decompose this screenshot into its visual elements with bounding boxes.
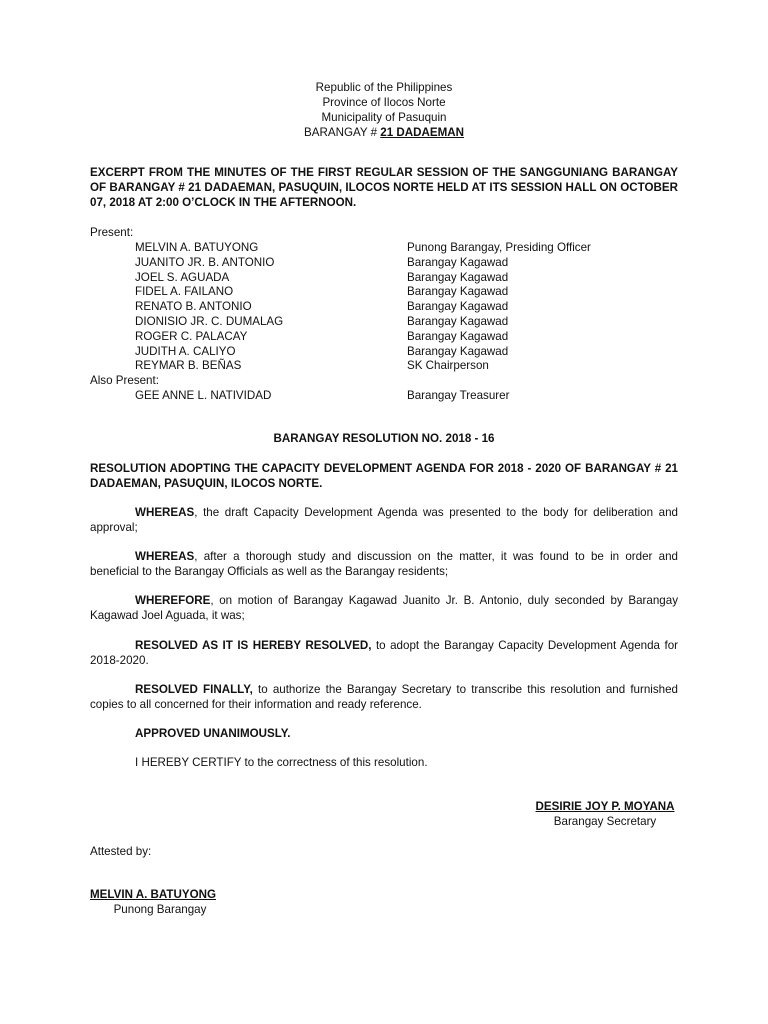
- attested-label: Attested by:: [90, 845, 152, 858]
- header-republic: Republic of the Philippines: [315, 81, 453, 94]
- attendee-position: Barangay Kagawad: [407, 255, 509, 269]
- header-barangay-name: 21 DADAEMAN: [380, 126, 464, 139]
- secretary-title: Barangay Secretary: [553, 814, 657, 828]
- paragraph-text: to adopt the Barangay Capacity Development Agenda for 2018-2020.: [90, 639, 679, 667]
- attendee-name: REYMAR B. BEÑAS: [135, 359, 242, 373]
- attester-name: MELVIN A. BATUYONG: [90, 888, 217, 901]
- attendee-position: Barangay Kagawad: [407, 270, 509, 284]
- paragraph-text: , after a thorough study and discussion on the matter, it was found to be in order and beneficial to the Barangay Officials as well as the Barangay residents;: [90, 550, 678, 578]
- wherefore-paragraph: [90, 594, 678, 624]
- attendee-name: ROGER C. PALACAY: [135, 329, 248, 343]
- attendee-name: FIDEL A. FAILANO: [135, 285, 234, 299]
- attester-title: Punong Barangay: [113, 902, 207, 916]
- attendee-position: Barangay Kagawad: [407, 344, 509, 358]
- attendee-position: Barangay Kagawad: [407, 315, 509, 328]
- certification-statement: I HEREBY CERTIFY to the correctness of this resolution.: [135, 756, 428, 769]
- attendee-position: Barangay Treasurer: [407, 389, 510, 402]
- attendee-position: Barangay Kagawad: [407, 285, 509, 299]
- resolved-paragraph: [90, 639, 678, 669]
- present-label: Present:: [90, 226, 134, 239]
- header-barangay: [0, 126, 768, 141]
- attendee-name: GEE ANNE L. NATIVIDAD: [135, 389, 272, 402]
- paragraph-lead: WHEREAS: [135, 506, 195, 519]
- paragraph-text: , on motion of Barangay Kagawad Juanito Jr. B. Antonio, duly seconded by Barangay Kagawad Joel Aguada, it was;: [90, 594, 678, 622]
- attendee-name: JOEL S. AGUADA: [135, 270, 230, 284]
- paragraph-lead: RESOLVED AS IT IS HEREBY RESOLVED,: [135, 639, 372, 652]
- attendee-position: Barangay Kagawad: [407, 300, 509, 314]
- attendee-position: Barangay Kagawad: [407, 329, 509, 343]
- whereas-paragraph-2: [90, 550, 678, 580]
- header-province: Province of Ilocos Norte: [322, 96, 446, 109]
- resolution-number: BARANGAY RESOLUTION NO. 2018 - 16: [273, 432, 495, 445]
- whereas-paragraph-1: [90, 506, 678, 536]
- attester-signature-block: [90, 888, 230, 918]
- header-barangay-prefix: BARANGAY #: [304, 126, 381, 139]
- excerpt-heading: EXCERPT FROM THE MINUTES OF THE FIRST REGULAR SESSION OF THE SANGGUNIANG BARANGAY OF BARANGAY # 21 DADAEMAN, PASUQUIN, ILOCOS NORTE HELD AT ITS SESSION HALL ON OCTOBER 07, 2018 AT 2:00 O’CLOCK IN THE AFTERNOON.: [90, 166, 678, 209]
- attendee-name: JUDITH A. CALIYO: [135, 344, 236, 358]
- paragraph-text: to authorize the Barangay Secretary to transcribe this resolution and furnished copies to all concerned for their information and ready reference.: [90, 683, 679, 711]
- attendee-position: SK Chairperson: [407, 359, 489, 373]
- paragraph-text: , the draft Capacity Development Agenda was presented to the body for deliberation and approval;: [90, 506, 678, 534]
- attendee-name: RENATO B. ANTONIO: [135, 300, 252, 314]
- paragraph-lead: WHEREFORE: [135, 594, 211, 607]
- resolution-title: RESOLUTION ADOPTING THE CAPACITY DEVELOPMENT AGENDA FOR 2018 - 2020 OF BARANGAY # 21 DADAEMAN, PASUQUIN, ILOCOS NORTE.: [90, 462, 678, 490]
- attendee-name: DIONISIO JR. C. DUMALAG: [135, 315, 284, 328]
- secretary-name: DESIRIE JOY P. MOYANA: [535, 800, 675, 813]
- paragraph-lead: WHEREAS: [135, 550, 195, 563]
- letterhead: [0, 81, 768, 141]
- paragraph-lead: RESOLVED FINALLY,: [135, 683, 253, 696]
- secretary-signature-block: [520, 800, 690, 830]
- resolved-finally-paragraph: [90, 683, 678, 713]
- header-municipality: Municipality of Pasuquin: [321, 111, 447, 124]
- attendee-name: JUANITO JR. B. ANTONIO: [135, 255, 275, 269]
- attendee-name: MELVIN A. BATUYONG: [135, 241, 259, 254]
- approved-statement: APPROVED UNANIMOUSLY.: [135, 727, 291, 740]
- attendee-position: Punong Barangay, Presiding Officer: [407, 241, 591, 254]
- also-present-label: Also Present:: [90, 374, 159, 387]
